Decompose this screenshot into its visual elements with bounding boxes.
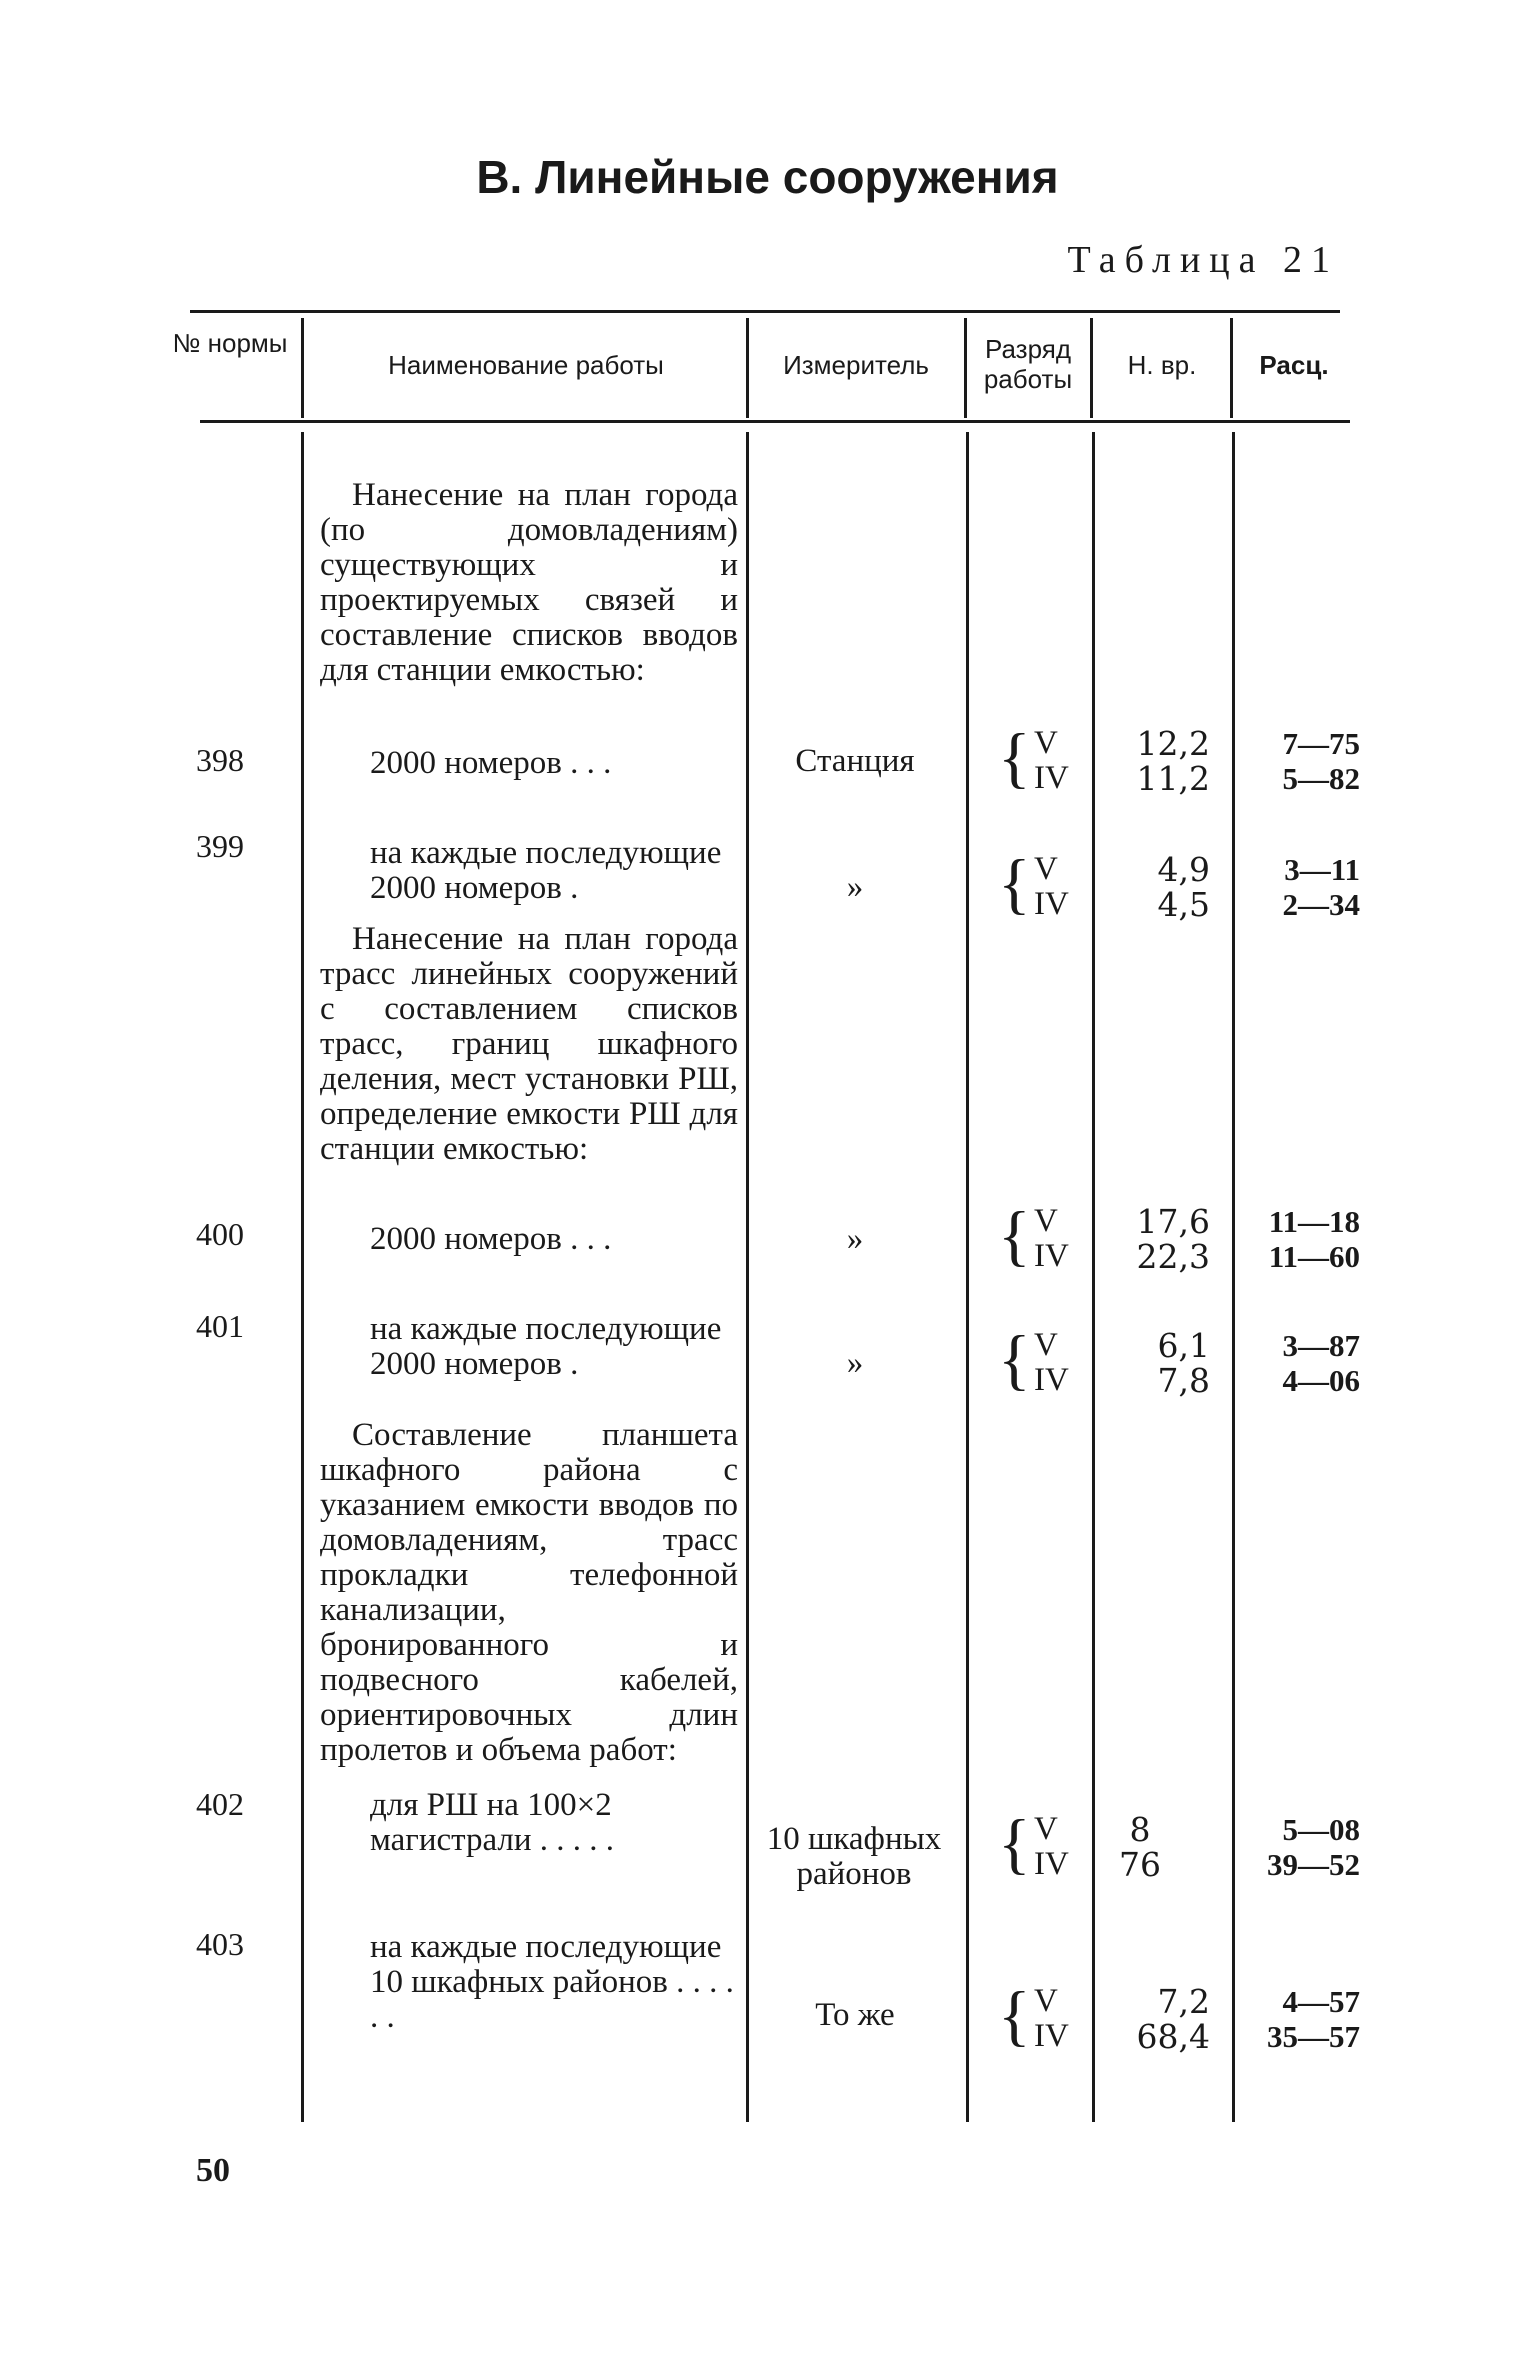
brace-icon: { bbox=[998, 1977, 1031, 2053]
norm-number: 399 bbox=[196, 828, 244, 864]
measure-unit: » bbox=[846, 1345, 864, 1381]
time-norm: 8 76 bbox=[1119, 1810, 1161, 1884]
time-norm: 12,2 11,2 bbox=[1136, 724, 1210, 798]
column-divider bbox=[746, 318, 749, 418]
brace-icon: { bbox=[998, 719, 1031, 795]
rate-value: 4—57 35—57 bbox=[1267, 1984, 1360, 2054]
page-number: 50 bbox=[196, 2152, 230, 2189]
header-work-name: Наименование работы bbox=[388, 350, 664, 380]
measure-unit: Станция bbox=[795, 743, 915, 779]
grade-list: V IV bbox=[1034, 1203, 1069, 1274]
grade-list: V IV bbox=[1034, 725, 1069, 796]
column-divider bbox=[1092, 432, 1095, 2122]
header-time-norm: Н. вр. bbox=[1127, 350, 1197, 380]
work-item: 2000 номеров . . . bbox=[370, 1221, 612, 1257]
header-rate: Расц. bbox=[1259, 350, 1329, 380]
column-divider bbox=[964, 318, 967, 418]
time-norm: 17,6 22,3 bbox=[1136, 1202, 1210, 1276]
column-divider bbox=[1230, 318, 1233, 418]
header-measure: Измеритель bbox=[783, 350, 929, 380]
section-description: Составление планшета шкафного района с указанием емкости вводов по домовладениям, трасс прокладки телефонной канализации, бронированного и подвесного кабелей, ориентировочных длин пролетов и объема работ: bbox=[320, 1417, 738, 1768]
measure-unit: 10 шкафных районов bbox=[766, 1821, 942, 1892]
time-norm: 7,2 68,4 bbox=[1136, 1982, 1210, 2056]
work-item: на каждые последующие 10 шкафных районов . . . . . . bbox=[370, 1929, 734, 2035]
grade-list: V IV bbox=[1034, 1327, 1069, 1398]
norm-number: 398 bbox=[196, 742, 244, 778]
column-divider bbox=[746, 432, 749, 2122]
time-norm: 4,9 4,5 bbox=[1157, 850, 1210, 924]
measure-unit: » bbox=[846, 869, 864, 905]
section-heading: В. Линейные сооружения bbox=[476, 151, 1059, 203]
time-norm: 6,1 7,8 bbox=[1157, 1326, 1210, 1400]
header-norm-no: № нормы bbox=[172, 328, 288, 358]
brace-icon: { bbox=[998, 845, 1031, 921]
column-divider bbox=[301, 432, 304, 2122]
section-description: Нанесение на план города трасс линейных сооружений с составлением списков трасс, границ шкафного деления, мест установки РШ, определение емкости РШ для станции емкостью: bbox=[320, 921, 738, 1167]
header-bottom-rule bbox=[200, 420, 1350, 423]
column-divider bbox=[966, 432, 969, 2122]
column-divider bbox=[301, 318, 304, 418]
grade-list: V IV bbox=[1034, 851, 1069, 922]
rate-value: 7—75 5—82 bbox=[1282, 726, 1360, 796]
work-item: на каждые последующие 2000 номеров . bbox=[370, 1311, 722, 1382]
header-grade: Разряд работы bbox=[983, 334, 1073, 394]
norm-number: 402 bbox=[196, 1786, 244, 1822]
rate-value: 11—18 11—60 bbox=[1268, 1204, 1360, 1274]
grade-list: V IV bbox=[1034, 1811, 1069, 1882]
table-top-rule bbox=[190, 310, 1340, 313]
measure-unit: То же bbox=[815, 1997, 895, 2033]
rate-value: 3—11 2—34 bbox=[1282, 852, 1360, 922]
brace-icon: { bbox=[998, 1321, 1031, 1397]
column-divider bbox=[1090, 318, 1093, 418]
section-description: Нанесение на план города (по домовладениям) существующих и проектируемых связей и составление списков вводов для станции емкостью: bbox=[320, 477, 738, 688]
work-item: на каждые последующие 2000 номеров . bbox=[370, 835, 722, 906]
norm-number: 403 bbox=[196, 1926, 244, 1962]
grade-list: V IV bbox=[1034, 1983, 1069, 2054]
brace-icon: { bbox=[998, 1197, 1031, 1273]
norm-number: 400 bbox=[196, 1216, 244, 1252]
brace-icon: { bbox=[998, 1805, 1031, 1881]
rate-value: 5—08 39—52 bbox=[1267, 1812, 1360, 1882]
measure-unit: » bbox=[846, 1221, 864, 1257]
table-label: Таблица 21 bbox=[1067, 239, 1339, 281]
work-item: для РШ на 100×2 магистрали . . . . . bbox=[370, 1787, 615, 1858]
norm-number: 401 bbox=[196, 1308, 244, 1344]
rate-value: 3—87 4—06 bbox=[1282, 1328, 1360, 1398]
work-item: 2000 номеров . . . bbox=[370, 745, 612, 781]
